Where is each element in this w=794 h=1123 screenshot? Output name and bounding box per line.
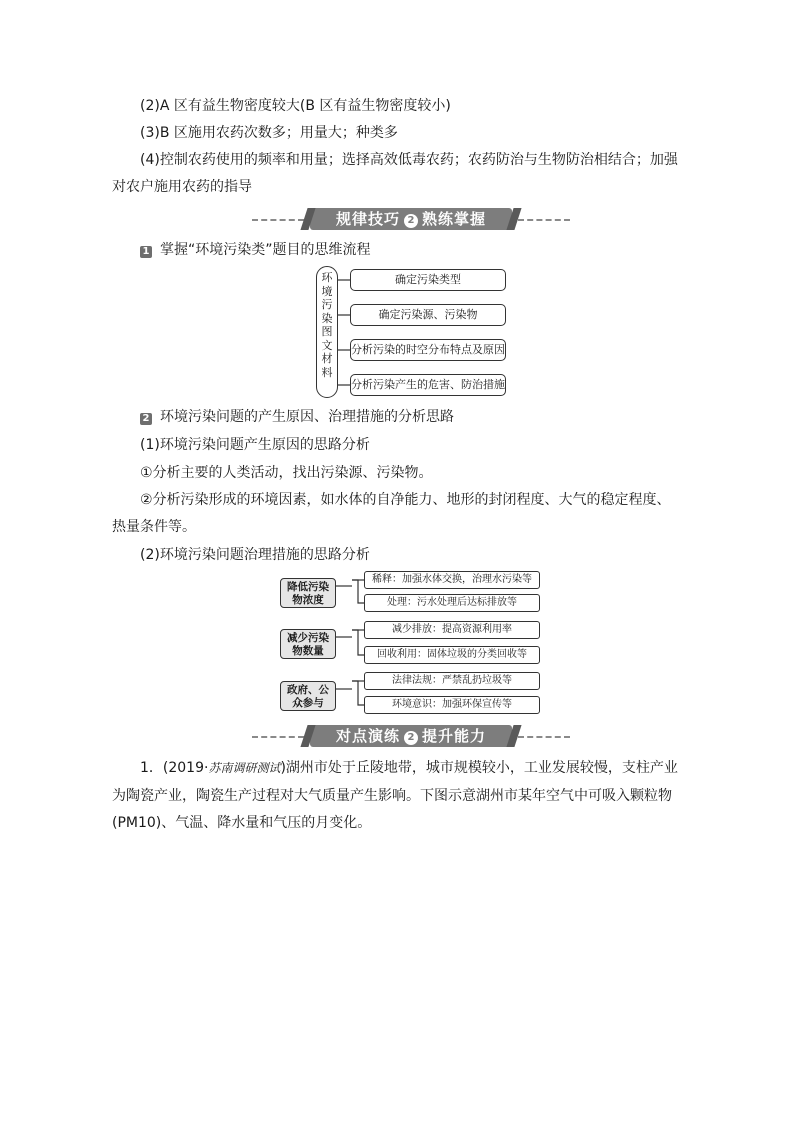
banner-title-right: 熟练掌握	[422, 210, 487, 228]
analysis-sub1: (1)环境污染问题产生原因的思路分析	[140, 437, 370, 453]
question-text-1: )湖州市处于丘陵地带，城市规模较小，工业发展较慢，支柱产业	[280, 760, 678, 776]
point-number-badge: 1	[140, 246, 152, 258]
question-line2: 为陶瓷产业，陶瓷生产过程对大气质量产生影响。下图示意湖州市某年空气中可吸入颗粒物	[112, 788, 672, 804]
flow2-item-1-1: 稀释：加强水体交换，治理水污染等	[364, 571, 540, 589]
question-number: 1．(2019·	[140, 760, 209, 776]
banner-pill	[310, 725, 512, 747]
flow1-vertical-label: 环 境 污 染 图 文 材 料	[316, 266, 338, 398]
flow2-item-1-2: 处理：污水处理后达标排放等	[364, 594, 540, 612]
flow2-item-3-1: 法律法规：严禁乱扔垃圾等	[364, 672, 540, 690]
flow2-item-2-1: 减少排放：提高资源利用率	[364, 621, 540, 639]
point-1-title: 掌握“环境污染类”题目的思维流程	[160, 242, 371, 258]
flow2-group-2: 减少污染 物数量	[280, 629, 336, 659]
question-source: 苏南调研测试	[208, 761, 281, 775]
flow1-step-1: 确定污染类型	[350, 269, 506, 291]
analysis-item1: ①分析主要的人类活动，找出污染源、污染物。	[140, 465, 433, 481]
answer-4-line1: (4)控制农药使用的频率和用量；选择高效低毒农药；农药防治与生物防治相结合；加强	[140, 152, 678, 168]
banner-dash-left	[252, 736, 304, 738]
answer-4-line2: 对农户施用农药的指导	[112, 179, 252, 195]
question-line1	[140, 758, 678, 778]
banner-title-left: 规律技巧	[335, 210, 400, 228]
flow1-step-4: 分析污染产生的危害、防治措施	[350, 374, 506, 396]
flow2-group-3: 政府、公 众参与	[280, 681, 336, 711]
answer-2: (2)A 区有益生物密度较大(B 区有益生物密度较小)	[140, 98, 451, 114]
banner-title-right: 提升能力	[422, 727, 487, 745]
analysis-item2-line2: 热量条件等。	[112, 519, 196, 535]
analysis-sub2: (2)环境污染问题治理措施的思路分析	[140, 547, 370, 563]
point-2-title: 环境污染问题的产生原因、治理措施的分析思路	[160, 409, 454, 425]
flow2-group-1: 降低污染 物浓度	[280, 578, 336, 608]
point-number-badge: 2	[140, 413, 152, 425]
banner-title-left: 对点演练	[335, 727, 400, 745]
question-line3: (PM10)、气温、降水量和气压的月变化。	[112, 815, 372, 831]
banner-number: 2	[404, 214, 418, 228]
flow1-step-2: 确定污染源、污染物	[350, 304, 506, 326]
analysis-item2-line1: ②分析污染形成的环境因素，如水体的自净能力、地形的封闭程度、大气的稳定程度、	[140, 492, 671, 508]
flow1-step-3: 分析污染的时空分布特点及原因	[350, 339, 506, 361]
banner-number: 2	[404, 731, 418, 745]
section-banner-practice	[252, 725, 570, 749]
flow2-item-2-2: 回收利用：固体垃圾的分类回收等	[364, 646, 540, 664]
flow2-item-3-2: 环境意识：加强环保宣传等	[364, 696, 540, 714]
banner-dash-right	[518, 736, 570, 738]
answer-3: (3)B 区施用农药次数多；用量大；种类多	[140, 125, 398, 141]
point-2-heading	[140, 407, 454, 427]
